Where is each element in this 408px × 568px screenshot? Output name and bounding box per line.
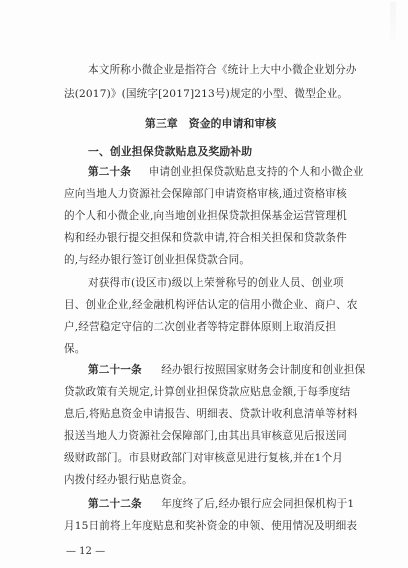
- article-number: 第二十一条: [88, 364, 142, 376]
- paragraph-text: 目、创业企业,经金融机构评估认定的信用小微企业、商户、农: [64, 299, 358, 311]
- article-number: 第二十二条: [88, 498, 142, 510]
- paragraph-text: 月15日前将上年度贴息和奖补资金的申领、使用情况及明细表: [64, 520, 358, 532]
- paragraph-text: 年度终了后,经办银行应会同担保机构于1: [150, 498, 355, 510]
- paragraph-text: 的个人和小微企业,向当地创业担保贷款担保基金运营管理机: [64, 210, 347, 222]
- paragraph-text: 息后,将贴息资金申请报告、明细表、贷款计收利息清单等材料: [64, 408, 358, 420]
- paragraph-text: 应向当地人力资源社会保障部门申请资格审核,通过资格审核: [64, 188, 347, 200]
- paragraph-text: 构和经办银行提交担保和贷款申请,符合相关担保和贷款条件: [64, 232, 347, 244]
- heading-text: 一、创业担保贷款贴息及奖励补助: [88, 145, 253, 158]
- paragraph-text: 经办银行按照国家财务会计制度和创业担保: [150, 364, 366, 376]
- paragraph-text: 的,与经办银行签订创业担保贷款合同。: [64, 254, 251, 266]
- paragraph-text: 报送当地人力资源社会保障部门,由其出具审核意见后报送同: [64, 430, 347, 442]
- page-number: — 12 —: [66, 546, 106, 557]
- paragraph-text: 申请创业担保贷款贴息支持的个人和小微企业: [138, 166, 364, 178]
- paragraph-text: 保。: [64, 343, 86, 355]
- paragraph-text: 级财政部门。市县财政部门对审核意见进行复核,并在1个月: [64, 452, 343, 464]
- article-number: 第二十条: [88, 166, 131, 178]
- paragraph-text: 本文所称小微企业是指符合《统计上大中小微企业划分办: [88, 64, 357, 76]
- paragraph-text: 法(2017)》(国统字[2017]213号)规定的小型、微型企业。: [64, 88, 349, 100]
- paragraph-text: 贷款政策有关规定,计算创业担保贷款应贴息金额,于每季度结: [64, 386, 351, 398]
- paragraph-text: 内拨付经办银行贴息资金。: [64, 474, 193, 486]
- paragraph-text: 户,经营稳定守信的二次创业者等特定群体原则上取消反担: [64, 321, 337, 333]
- heading-text: 第三章 资金的申请和审核: [145, 117, 277, 130]
- scan-edge-shadow: [390, 2, 396, 42]
- paragraph-text: 对获得市(设区市)级以上荣誉称号的创业人员、创业项: [88, 277, 344, 289]
